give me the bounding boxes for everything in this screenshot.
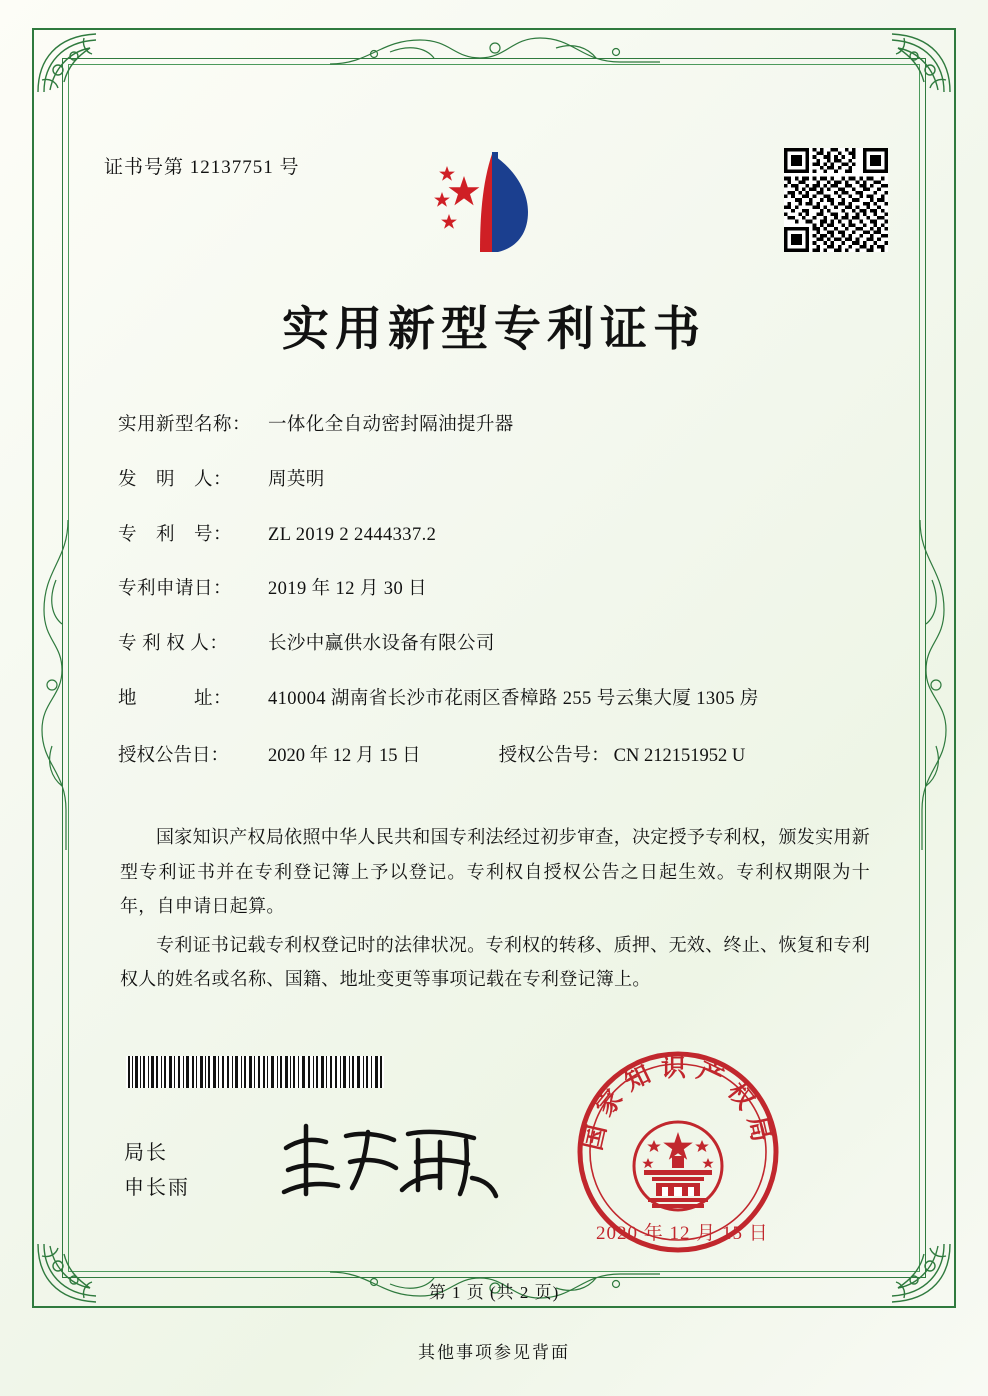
field-value: 410004 湖南省长沙市花雨区香樟路 255 号云集大厦 1305 房	[268, 689, 759, 710]
svg-text:国家知识产权局: 国家知识产权局	[577, 1053, 779, 1153]
signature-block	[124, 1136, 190, 1206]
field-value: 一体化全自动密封隔油提升器	[268, 415, 514, 435]
field-value: 2019 年 12 月 30 日	[268, 579, 428, 600]
body-text	[120, 820, 870, 1001]
field-value: 周英明	[268, 469, 325, 490]
corner-ornament-icon	[34, 30, 108, 96]
handwritten-signature-icon	[276, 1118, 506, 1204]
corner-ornament-icon	[880, 30, 954, 96]
director-name: 申长雨	[124, 1177, 190, 1199]
edge-ornament-icon	[330, 30, 660, 70]
field-label: 专 利 权 人：	[118, 634, 229, 655]
director-title-label: 局长	[124, 1142, 168, 1164]
edge-ornament-icon	[914, 520, 954, 850]
grant-date-label: 授权公告日：	[118, 745, 230, 766]
field-value: ZL 2019 2 2444337.2	[268, 524, 437, 545]
grant-date-value: 2020 年 12 月 15 日	[268, 745, 421, 766]
seal-date: 2020 年 12 月 15 日	[596, 1223, 769, 1244]
field-label: 专 利 号：	[118, 524, 233, 545]
field-row-grant-announcement	[118, 741, 878, 767]
field-row-patentee	[118, 631, 878, 658]
field-label: 地 址：	[118, 689, 233, 710]
page-title: 实用新型专利证书	[282, 302, 706, 357]
back-page-note: 其他事项参见背面	[418, 1343, 570, 1362]
field-label: 专利申请日：	[118, 579, 233, 600]
qr-code-icon	[784, 148, 888, 252]
barcode-icon	[126, 1056, 384, 1088]
paragraph-2: 专利证书记载专利权登记时的法律状况。专利权的转移、质押、无效、终止、恢复和专利权人的姓名或名称、国籍、地址变更等事项记载在专利登记簿上。	[120, 934, 870, 990]
grant-number-value: CN 212151952 U	[613, 745, 746, 766]
field-list	[118, 412, 878, 789]
page-number-footer: 第 1 页 (共 2 页)	[428, 1283, 560, 1302]
field-row-patent-number	[118, 522, 878, 549]
field-value: 长沙中赢供水设备有限公司	[268, 634, 495, 655]
certificate-number: 证书号第 12137751 号	[104, 157, 300, 178]
field-label: 实用新型名称：	[118, 415, 252, 435]
cnipa-logo-icon	[424, 148, 566, 260]
grant-number-label: 授权公告号：	[498, 745, 610, 766]
edge-ornament-icon	[34, 520, 74, 850]
field-row-address	[118, 686, 878, 713]
field-row-inventor	[118, 467, 878, 494]
field-row-utility-model-name	[118, 412, 878, 439]
field-row-application-date	[118, 576, 878, 603]
field-label: 发 明 人：	[118, 469, 233, 490]
paragraph-1: 国家知识产权局依照中华人民共和国专利法经过初步审查，决定授予专利权，颁发实用新型专利证书并在专利登记簿上予以登记。专利权自授权公告之日起生效。专利权期限为十年，自申请日起算。	[120, 827, 870, 917]
